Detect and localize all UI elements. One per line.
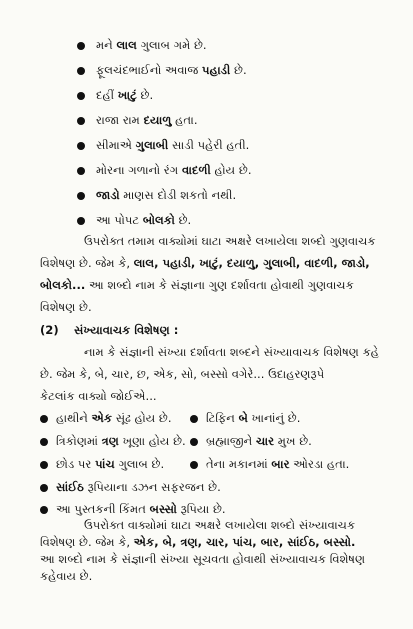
item-text: માણસ દોડી શકતો નથી. — [119, 188, 237, 202]
item-text: ફૂલચંદભાઈનો અવાજ — [96, 63, 203, 77]
item-bold: ગુલાબી — [135, 138, 169, 152]
list-item: સાંઈઠ રૂપિયાના ડઝન સફરજન છે. — [40, 477, 400, 497]
bullet-icon — [77, 142, 85, 150]
list-item — [0, 135, 413, 161]
explanation-paragraph: ઉપરોક્ત વાક્યોમાં ઘાટા અક્ષરે લખાયેલા શબ્દો સંખ્યાવાચક વિશેષણ છે. જેમ કે, એક, બે, ત્રણ, ચાર, પાંચ, બાર, સાંઈઠ, બસ્સો. આ શબ્દો નામ કે સંજ્ઞાની સંખ્યા સૂચવતા હોવાથી સંખ્યાવાચક વિશેષણ કહેવાય છે. — [40, 518, 366, 583]
item-text: ગુલાબ ગમે છે. — [136, 38, 207, 52]
list-row: ત્રિકોણમાં ત્રણ ખૂણા હોય છે. બ્રહ્માજીને ચાર મુખ છે. — [40, 431, 400, 451]
item-bold: લાલ — [116, 38, 137, 52]
bullet-icon — [40, 438, 48, 446]
bullet-icon — [77, 167, 85, 175]
bullet-icon — [190, 415, 198, 423]
bullet-icon — [40, 484, 48, 492]
item-text: મને — [96, 38, 117, 52]
item-bold: વાદળી — [181, 163, 211, 177]
item-bold: બોલકો — [142, 213, 175, 227]
list-item — [0, 160, 413, 186]
item-text: દહીં — [96, 88, 118, 102]
list-item — [0, 85, 413, 111]
item-text: છે. — [230, 63, 247, 77]
bullet-icon — [40, 461, 48, 469]
bullet-icon — [77, 67, 85, 75]
item-text: રાજા રામ — [96, 113, 144, 127]
bullet-icon — [77, 117, 85, 125]
intro-paragraph: નામ કે સંજ્ઞાની સંખ્યા દર્શાવતા શબ્દને સંખ્યાવાચક વિશેષણ કહે છે. જેમ કે, બે, ચાર, છ, એક, સો, બસ્સો વગેરે... ઉદાહરણરૂપે કેટલાંક વાક્યો જોઈએ... — [40, 345, 380, 403]
bullet-icon — [40, 506, 48, 514]
list-item: આ પુસ્તકની કિંમત બસ્સો રૂપિયા છે. — [40, 499, 400, 519]
section-number: (2) — [40, 323, 59, 337]
bullet-icon — [190, 461, 198, 469]
item-text: આ પોપટ — [96, 213, 143, 227]
item-text: હતા. — [171, 113, 198, 127]
item-text: હોય છે. — [210, 163, 252, 177]
item-bold: દયાળુ — [143, 113, 172, 127]
bullet-icon — [77, 192, 85, 200]
section-heading — [40, 320, 178, 340]
item-bold: પહાડી — [202, 63, 231, 77]
bullet-icon — [40, 415, 48, 423]
section-title: સંખ્યાવાચક વિશેષણ : — [74, 323, 179, 337]
item-bold: જાડો — [96, 188, 120, 202]
bullet-icon — [190, 438, 198, 446]
bullet-icon — [77, 42, 85, 50]
bullet-icon — [77, 217, 85, 225]
list-row: હાથીને એક સૂંઢ હોય છે. ટિફિન બે ખાનાંનું છે. — [40, 408, 400, 428]
item-text: મોરના ગળાનો રંગ — [96, 163, 182, 177]
item-bold: ખાટું — [117, 88, 137, 102]
list-item — [0, 110, 413, 136]
list-item — [0, 60, 413, 86]
item-text: સીમાએ — [96, 138, 136, 152]
item-text: છે. — [174, 213, 192, 227]
list-item — [0, 35, 413, 61]
list-item — [0, 185, 413, 211]
item-text: સાડી પહેરી હતી. — [168, 138, 250, 152]
bullet-icon — [77, 92, 85, 100]
list-row: છોડ પર પાંચ ગુલાબ છે. તેના મકાનમાં બાર ઓરડા હતા. — [40, 454, 400, 474]
explanation-paragraph: ઉપરોક્ત તમામ વાક્યોમાં ઘાટા અક્ષરે લખાયેલા શબ્દો ગુણવાચક વિશેષણ છે. જેમ કે, લાલ, પહાડી, ખાટું, દયાળુ, ગુલાબી, વાદળી, જાડો, બોલકો... આ શબ્દો નામ કે સંજ્ઞાના ગુણ દર્શાવતા હોવાથી ગુણવાચક વિશેષણ છે. — [40, 234, 376, 314]
item-text: છે. — [136, 88, 154, 102]
